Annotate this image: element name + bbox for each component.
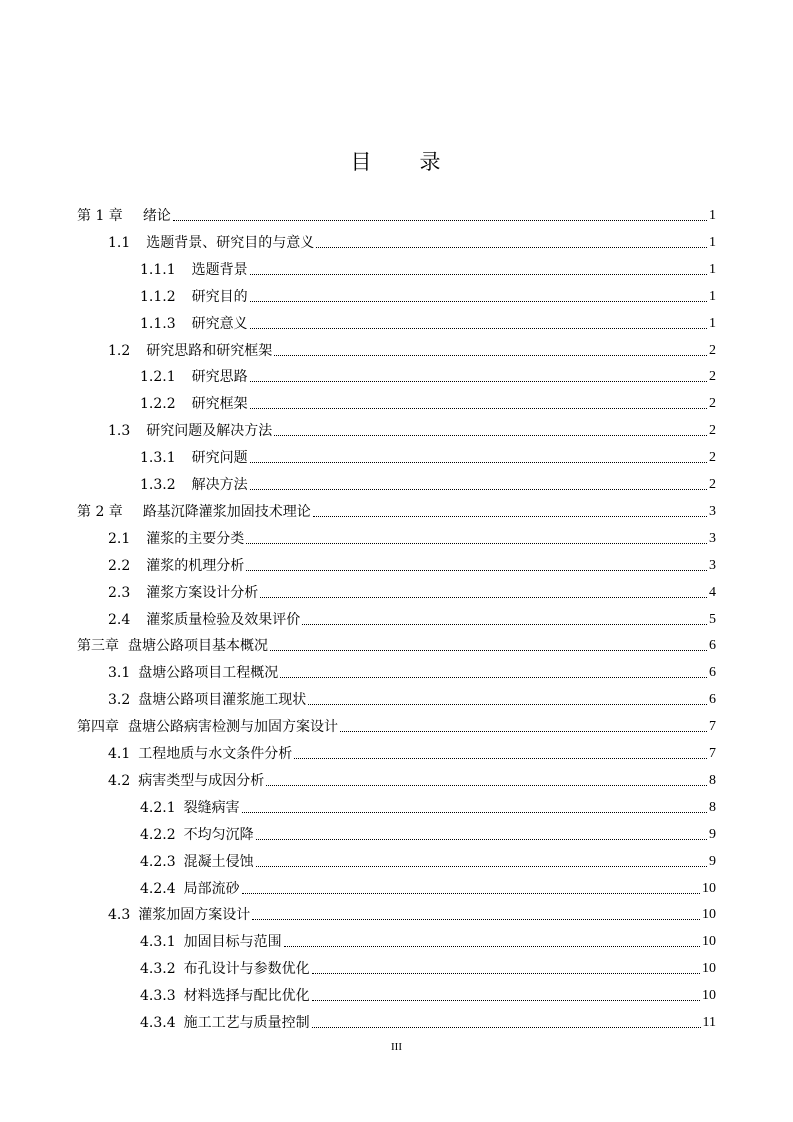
toc-entry[interactable]	[140, 394, 716, 414]
toc-entry-number: 4.1	[108, 746, 131, 762]
toc-entry-page: 6	[709, 638, 716, 654]
toc-entry[interactable]	[140, 986, 716, 1006]
toc-entry-label: 路基沉降灌浆加固技术理论	[142, 503, 311, 520]
toc-entry[interactable]	[140, 1013, 716, 1033]
toc-entry[interactable]	[108, 233, 716, 253]
toc-dot-leader	[250, 462, 707, 463]
toc-entry-number: 1.3.1	[140, 450, 176, 467]
toc-entry[interactable]	[108, 663, 716, 683]
toc-dot-leader	[313, 516, 707, 517]
page-number: III	[391, 1041, 402, 1053]
toc-dot-leader	[246, 543, 707, 544]
toc-entry-page: 7	[709, 746, 716, 761]
toc-entry-label: 裂缝病害	[183, 799, 240, 816]
toc-entry-label: 灌浆方案设计分析	[146, 584, 259, 601]
toc-entry-page: 11	[702, 1015, 716, 1030]
page-title: 目 录	[350, 150, 443, 174]
toc-entry-label: 材料选择与配比优化	[183, 988, 310, 1005]
toc-entry-label: 工程地质与水文条件分析	[138, 746, 293, 762]
toc-entry-label: 选题背景、研究目的与意义	[146, 234, 315, 251]
toc-entry-number: 2.4	[108, 611, 131, 628]
toc-entry-page: 1	[709, 208, 716, 223]
toc-dot-leader	[294, 758, 707, 759]
toc-entry-page: 2	[709, 342, 716, 358]
toc-entry-page: 3	[709, 503, 716, 519]
toc-entry-number: 1.2.1	[140, 369, 176, 386]
toc-entry-number: 1.3.2	[140, 477, 176, 493]
toc-dot-leader	[252, 919, 700, 920]
toc-entry[interactable]	[140, 287, 716, 307]
toc-entry[interactable]	[77, 717, 716, 737]
toc-entry-page: 6	[709, 692, 716, 708]
toc-entry[interactable]	[108, 905, 716, 925]
toc-entry[interactable]	[108, 529, 716, 549]
toc-entry[interactable]	[140, 879, 716, 899]
toc-entry-page: 10	[702, 934, 716, 950]
toc-entry-page: 2	[709, 423, 716, 439]
toc-entry-page: 10	[702, 988, 716, 1004]
toc-dot-leader	[242, 893, 700, 894]
toc-entry-label: 选题背景	[191, 261, 248, 278]
toc-entry[interactable]	[108, 341, 716, 361]
toc-entry-page: 8	[709, 772, 716, 788]
toc-dot-leader	[280, 677, 707, 678]
toc-entry-number: 4.2.2	[140, 826, 176, 843]
toc-entry[interactable]	[77, 206, 716, 226]
toc-entry-page: 9	[709, 853, 716, 869]
toc-entry-label: 盘塘公路项目基本概况	[128, 638, 268, 655]
toc-entry-page: 2	[709, 477, 716, 492]
toc-entry-number: 第三章	[77, 638, 119, 655]
toc-dot-leader	[250, 489, 707, 490]
toc-dot-leader	[312, 973, 700, 974]
toc-dot-leader	[270, 650, 707, 651]
toc-dot-leader	[316, 247, 707, 248]
toc-entry-label: 灌浆的主要分类	[146, 530, 245, 547]
toc-entry[interactable]	[77, 636, 716, 656]
toc-entry-number: 2.2	[108, 557, 131, 574]
toc-entry-page: 1	[709, 234, 716, 250]
toc-entry-label: 研究思路	[191, 369, 248, 386]
toc-entry-number: 4.2.4	[140, 880, 176, 897]
toc-entry-number: 4.3.4	[140, 1015, 176, 1031]
toc-entry-number: 4.3.2	[140, 961, 176, 978]
toc-entry-number: 4.3.3	[140, 988, 176, 1005]
toc-entry-number: 1.3	[108, 423, 131, 440]
toc-entry-number: 3.2	[108, 692, 131, 709]
toc-entry[interactable]	[140, 825, 716, 845]
toc-entry-number: 1.1.1	[140, 261, 176, 278]
toc-entry-label: 盘塘公路病害检测与加固方案设计	[128, 719, 338, 736]
toc-dot-leader	[260, 597, 707, 598]
toc-entry-page: 3	[709, 557, 716, 573]
toc-entry[interactable]	[140, 959, 716, 979]
toc-entry-page: 8	[709, 799, 716, 815]
toc-entry[interactable]	[108, 421, 716, 441]
toc-dot-leader	[250, 381, 707, 382]
toc-entry-number: 2.1	[108, 530, 131, 547]
toc-dot-leader	[246, 570, 707, 571]
toc-dot-leader	[312, 1000, 700, 1001]
toc-entry-page: 2	[709, 396, 716, 412]
toc-entry-label: 解决方法	[191, 477, 248, 493]
toc-entry-page: 2	[709, 369, 716, 385]
toc-entry-label: 施工工艺与质量控制	[183, 1015, 310, 1031]
toc-entry-number: 4.2.3	[140, 853, 176, 870]
toc-entry-label: 研究问题	[191, 450, 248, 467]
toc-entry-page: 7	[709, 719, 716, 735]
toc-entry-page: 10	[702, 907, 716, 923]
toc-entry-label: 布孔设计与参数优化	[183, 961, 310, 978]
toc-entry[interactable]	[140, 260, 716, 280]
toc-entry-label: 研究意义	[191, 315, 248, 332]
toc-entry-label: 灌浆质量检验及效果评价	[146, 611, 301, 628]
toc-entry-label: 局部流砂	[183, 880, 240, 897]
toc-entry-label: 研究思路和研究框架	[146, 342, 273, 359]
toc-entry-label: 病害类型与成因分析	[138, 772, 265, 789]
toc-entry-number: 4.2	[108, 772, 131, 789]
toc-dot-leader	[250, 274, 707, 275]
toc-entry[interactable]	[140, 852, 716, 872]
toc-entry[interactable]	[140, 367, 716, 387]
toc-entry-page: 1	[709, 315, 716, 331]
toc-dot-leader	[302, 624, 707, 625]
toc-dot-leader	[274, 435, 707, 436]
toc-entry[interactable]	[140, 314, 716, 334]
toc-dot-leader	[250, 328, 707, 329]
toc-entry-page: 10	[702, 880, 716, 896]
toc-entry-number: 4.2.1	[140, 799, 176, 816]
toc-entry-label: 盘塘公路项目工程概况	[138, 665, 279, 682]
toc-entry-page: 1	[709, 261, 716, 277]
toc-entry-label: 不均匀沉降	[183, 826, 254, 843]
toc-entry[interactable]	[108, 556, 716, 576]
toc-entry[interactable]	[108, 744, 716, 764]
toc-entry-page: 2	[709, 450, 716, 466]
toc-entry-number: 第四章	[77, 719, 119, 736]
toc-entry-number: 1.1	[108, 234, 131, 251]
toc-entry-label: 研究问题及解决方法	[146, 423, 273, 440]
toc-entry[interactable]	[140, 798, 716, 818]
toc-entry-page: 6	[709, 665, 716, 681]
toc-entry-number: 1.2	[108, 342, 131, 359]
toc-entry-label: 绪论	[142, 208, 171, 224]
toc-entry-number: 第 1 章	[77, 208, 123, 224]
toc-entry-number: 1.1.3	[140, 315, 176, 332]
toc-entry-number: 4.3.1	[140, 934, 176, 951]
toc-dot-leader	[274, 355, 707, 356]
toc-entry-label: 混凝土侵蚀	[183, 853, 254, 870]
toc-dot-leader	[250, 408, 707, 409]
toc-dot-leader	[308, 704, 707, 705]
toc-entry-label: 灌浆加固方案设计	[138, 907, 251, 924]
toc-entry-number: 1.2.2	[140, 396, 176, 413]
toc-entry-number: 4.3	[108, 907, 131, 924]
toc-dot-leader	[256, 839, 707, 840]
toc-entry-number: 2.3	[108, 584, 131, 601]
toc-entry[interactable]	[108, 690, 716, 710]
toc-entry[interactable]	[108, 610, 716, 630]
toc-entry[interactable]	[140, 448, 716, 468]
toc-entry-label: 灌浆的机理分析	[146, 557, 245, 574]
toc-dot-leader	[284, 946, 700, 947]
toc-entry-label: 加固目标与范围	[183, 934, 282, 951]
toc-entry-page: 5	[709, 611, 716, 627]
toc-entry-number: 1.1.2	[140, 288, 176, 305]
toc-entry-number: 3.1	[108, 665, 131, 682]
toc-entry-page: 10	[702, 961, 716, 977]
toc-entry-page: 9	[709, 826, 716, 842]
toc-entry-label: 研究框架	[191, 396, 248, 413]
toc-entry-page: 3	[709, 530, 716, 546]
toc-dot-leader	[173, 220, 707, 221]
toc-entry[interactable]	[140, 932, 716, 952]
toc-entry[interactable]	[77, 502, 716, 522]
toc-dot-leader	[340, 731, 707, 732]
toc-dot-leader	[266, 785, 707, 786]
toc-entry-label: 盘塘公路项目灌浆施工现状	[138, 692, 307, 709]
toc-entry-page: 4	[709, 584, 716, 600]
toc-entry-label: 研究目的	[191, 288, 248, 305]
toc-dot-leader	[250, 301, 707, 302]
toc-entry[interactable]	[140, 475, 716, 495]
toc-entry-number: 第 2 章	[77, 503, 123, 520]
toc-entry[interactable]	[108, 771, 716, 791]
toc-entry[interactable]	[108, 583, 716, 603]
toc-dot-leader	[242, 812, 707, 813]
toc-entry-page: 1	[709, 288, 716, 304]
toc-dot-leader	[256, 866, 707, 867]
toc-dot-leader	[312, 1027, 701, 1028]
